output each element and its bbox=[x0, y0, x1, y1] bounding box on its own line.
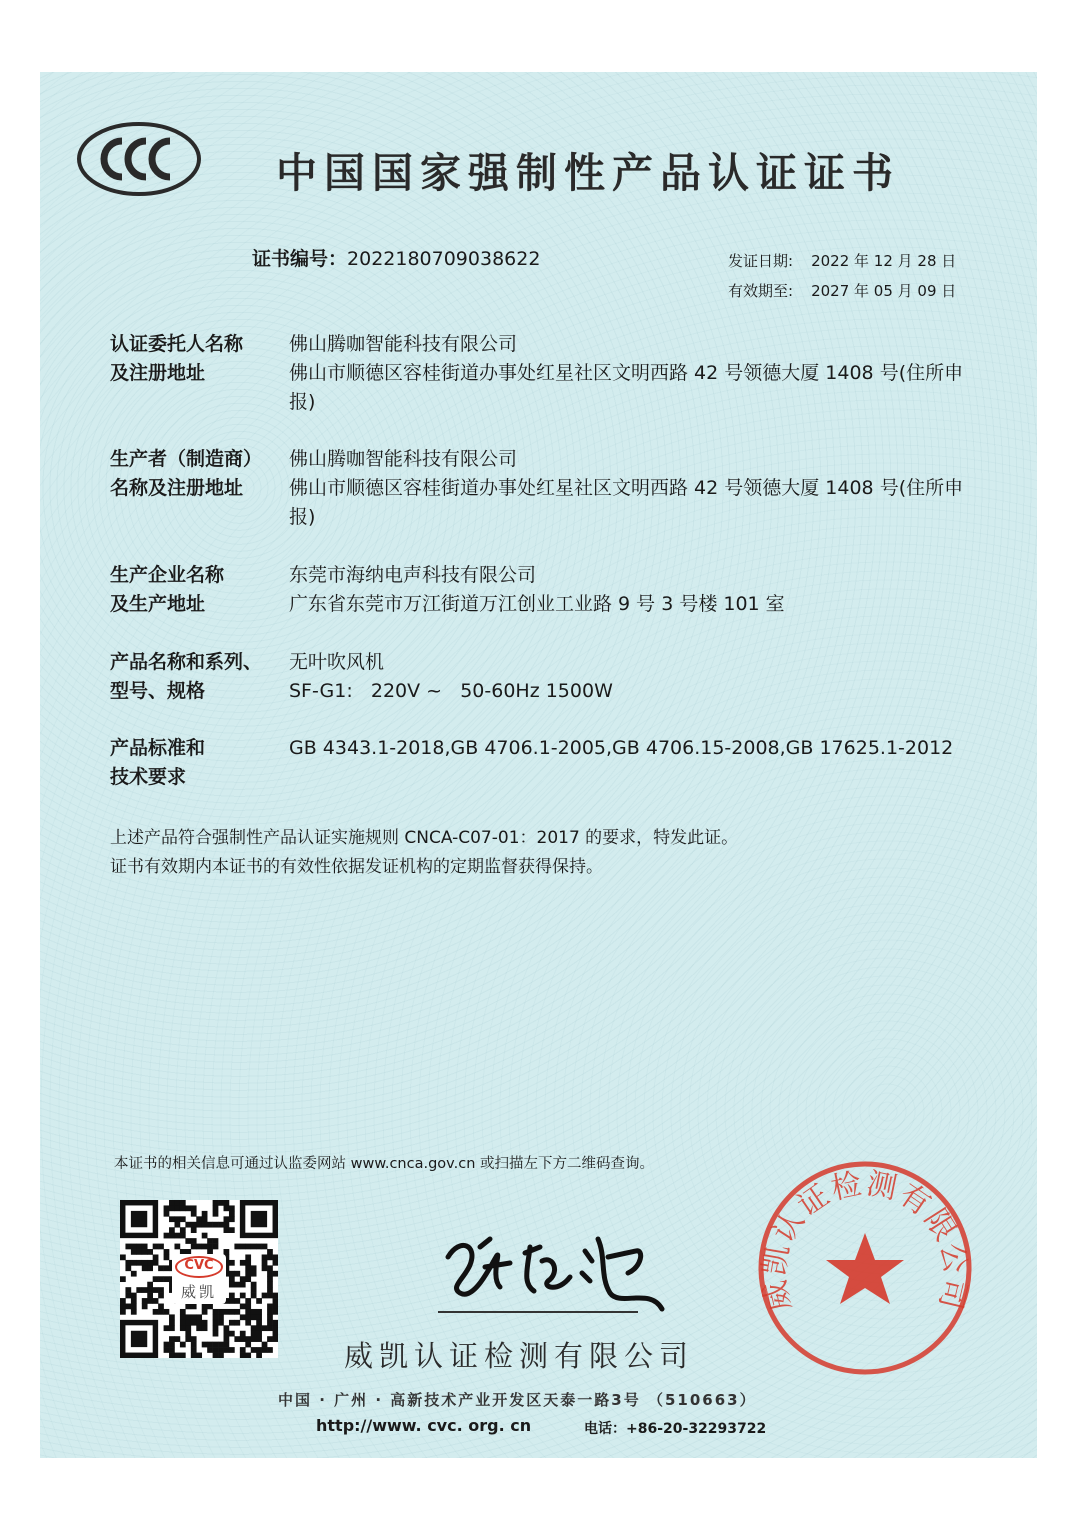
verification-note: 本证书的相关信息可通过认监委网站 www.cnca.gov.cn 或扫描左下方二维码查询。 bbox=[114, 1156, 655, 1172]
applicant-address: 佛山市顺德区容桂街道办事处红星社区文明西路 42 号领德大厦 1408 号(住所申报) bbox=[289, 362, 964, 413]
product-name: 无叶吹风机 bbox=[289, 651, 385, 673]
issue-date-row bbox=[728, 246, 956, 276]
certificate-title: 中国国家强制性产品认证证书 bbox=[276, 149, 900, 197]
factory-label-line1: 生产企业名称 bbox=[110, 564, 225, 586]
qr-badge bbox=[172, 1254, 226, 1304]
official-seal-icon bbox=[754, 1157, 976, 1379]
signature-icon bbox=[430, 1217, 670, 1317]
manufacturer-value bbox=[289, 445, 989, 532]
applicant-label-line1: 认证委托人名称 bbox=[110, 333, 244, 355]
applicant-value bbox=[289, 330, 989, 417]
issue-date-label: 发证日期: bbox=[728, 252, 794, 270]
ccc-logo-icon bbox=[76, 121, 202, 197]
factory-label bbox=[110, 561, 285, 619]
certificate-number-label: 证书编号： bbox=[252, 248, 348, 270]
factory-name: 东莞市海纳电声科技有限公司 bbox=[289, 564, 537, 586]
qr-code[interactable] bbox=[120, 1200, 278, 1358]
factory-address: 广东省东莞市万江街道万江创业工业路 9 号 3 号楼 101 室 bbox=[289, 593, 785, 615]
factory-value bbox=[289, 561, 989, 619]
manufacturer-label-line2: 名称及注册地址 bbox=[110, 477, 244, 499]
manufacturer-name: 佛山腾咖智能科技有限公司 bbox=[289, 448, 518, 470]
product-label-line2: 型号、规格 bbox=[110, 680, 206, 702]
certificate-number-value: 2022180709038622 bbox=[347, 248, 541, 270]
signature-line bbox=[438, 1311, 638, 1313]
valid-until-row bbox=[728, 276, 956, 306]
compliance-notes bbox=[110, 824, 738, 882]
product-value bbox=[289, 648, 989, 706]
issuer-address: 中国 · 广州 · 高新技术产业开发区天泰一路3号 （510663） bbox=[278, 1391, 757, 1409]
compliance-note-line1: 上述产品符合强制性产品认证实施规则 CNCA-C07-01：2017 的要求，特发此证。 bbox=[110, 828, 739, 848]
qr-badge-text: 威凯 bbox=[180, 1283, 217, 1301]
certificate bbox=[40, 72, 1037, 1458]
factory-label-line2: 及生产地址 bbox=[110, 593, 206, 615]
applicant-label-line2: 及注册地址 bbox=[110, 362, 206, 384]
issue-date-value: 2022 年 12 月 28 日 bbox=[811, 252, 957, 270]
certificate-dates bbox=[728, 246, 956, 306]
product-label-line1: 产品名称和系列、 bbox=[110, 651, 263, 673]
applicant-name: 佛山腾咖智能科技有限公司 bbox=[289, 333, 518, 355]
issuer-url[interactable]: http://www. cvc. org. cn bbox=[316, 1416, 532, 1435]
manufacturer-address: 佛山市顺德区容桂街道办事处红星社区文明西路 42 号领德大厦 1408 号(住所申报) bbox=[289, 477, 964, 528]
product-label bbox=[110, 648, 285, 706]
issuer-company: 威凯认证检测有限公司 bbox=[344, 1339, 695, 1373]
manufacturer-label bbox=[110, 445, 285, 503]
valid-until-value: 2027 年 05 月 09 日 bbox=[811, 282, 957, 300]
standards-list: GB 4343.1-2018,GB 4706.1-2005,GB 4706.15-2008,GB 17625.1-2012 bbox=[289, 737, 954, 759]
compliance-note-line2: 证书有效期内本证书的有效性依据发证机构的定期监督获得保持。 bbox=[110, 857, 603, 877]
standards-label-line1: 产品标准和 bbox=[110, 737, 206, 759]
certificate-number bbox=[252, 244, 540, 271]
seal-text: 威凯认证检测有限公司 bbox=[756, 1166, 974, 1315]
applicant-label bbox=[110, 330, 285, 388]
issuer-phone: 电话：+86-20-32293722 bbox=[584, 1421, 767, 1437]
product-model: SF-G1: 220V ~ 50-60Hz 1500W bbox=[289, 680, 613, 702]
qr-badge-brand: CVC bbox=[184, 1258, 214, 1273]
valid-until-label: 有效期至: bbox=[728, 282, 794, 300]
standards-value bbox=[289, 734, 989, 763]
standards-label-line2: 技术要求 bbox=[110, 766, 187, 788]
manufacturer-label-line1: 生产者（制造商） bbox=[110, 448, 263, 470]
standards-label bbox=[110, 734, 285, 792]
